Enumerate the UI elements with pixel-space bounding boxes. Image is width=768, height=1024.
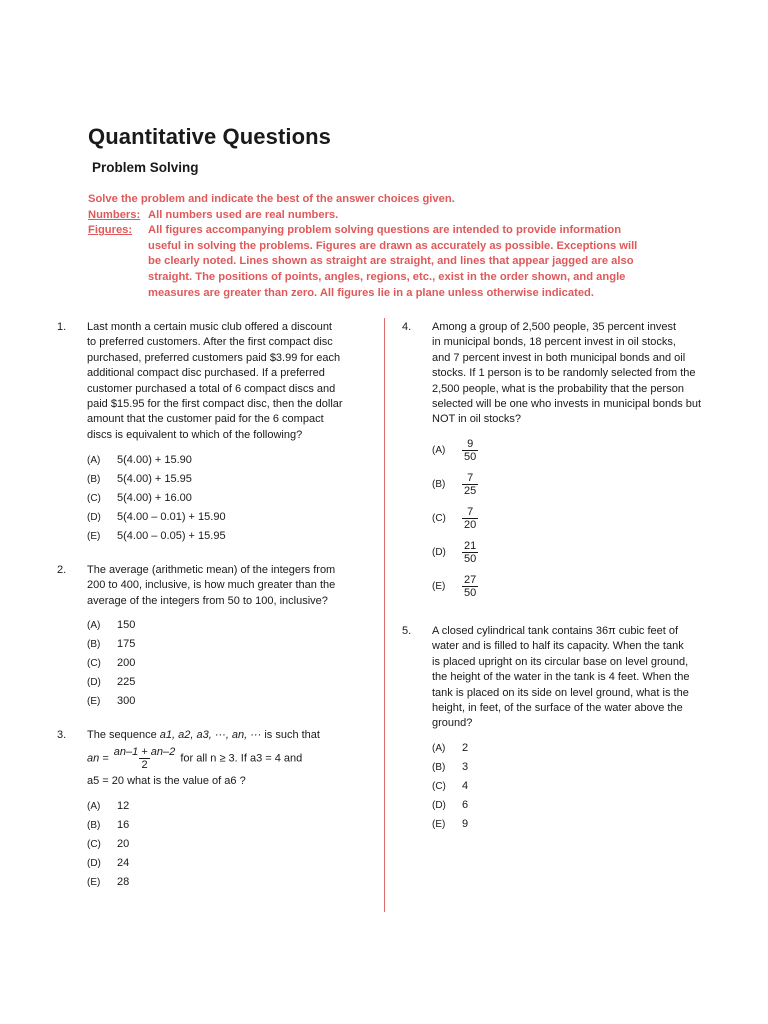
stem-line: selected will be one who invests in municipal bonds but bbox=[432, 398, 702, 411]
choice-letter: (E) bbox=[87, 877, 101, 888]
choice-text: 225 bbox=[117, 676, 136, 688]
choice-letter: (B) bbox=[87, 639, 101, 650]
figures-text-line: All figures accompanying problem solving questions are intended to provide information bbox=[148, 224, 622, 237]
answer-choice[interactable] bbox=[87, 838, 129, 850]
choice-letter: (E) bbox=[87, 696, 101, 707]
choice-text: 9 bbox=[462, 818, 469, 830]
choice-text: 24 bbox=[117, 857, 130, 869]
stem-line: amount that the customer paid for the 6 compact bbox=[87, 413, 324, 426]
choice-text: 200 bbox=[117, 657, 136, 669]
question-number: 5. bbox=[402, 625, 412, 637]
question-number: 1. bbox=[57, 321, 67, 333]
recurrence-lhs: an = bbox=[87, 752, 109, 765]
answer-choice[interactable] bbox=[432, 506, 478, 531]
recurrence-fraction bbox=[112, 746, 177, 771]
choice-fraction bbox=[462, 472, 478, 497]
stem-line: customer purchased a total of 6 compact discs and bbox=[87, 382, 336, 395]
stem-text: The sequence bbox=[87, 729, 157, 741]
fraction-numerator: 21 bbox=[464, 540, 477, 552]
stem-line: in municipal bonds, 18 percent invest in oil stocks, bbox=[432, 336, 676, 349]
choice-letter: (B) bbox=[87, 474, 101, 485]
choice-text: 2 bbox=[462, 742, 469, 754]
answer-choice[interactable] bbox=[87, 695, 135, 707]
stem-line: is placed upright on its circular base on level ground, bbox=[432, 655, 689, 668]
fraction-numerator: 7 bbox=[467, 506, 474, 518]
stem-line: Among a group of 2,500 people, 35 percent invest bbox=[432, 321, 677, 333]
directions-block bbox=[88, 192, 708, 301]
choice-letter: (D) bbox=[87, 512, 101, 523]
choice-letter: (B) bbox=[87, 820, 101, 831]
choice-text: 150 bbox=[117, 619, 136, 631]
choice-letter: (B) bbox=[432, 762, 446, 773]
stem-line: 200 to 400, inclusive, is how much greater than the bbox=[87, 579, 336, 592]
choice-text: 4 bbox=[462, 780, 469, 792]
answer-choice[interactable] bbox=[432, 540, 478, 565]
stem-line: and 7 percent invest in both municipal bonds and oil bbox=[432, 351, 686, 364]
directions-line: Solve the problem and indicate the best of the answer choices given. bbox=[88, 193, 455, 205]
answer-choice[interactable] bbox=[432, 472, 478, 497]
stem-text: is such that bbox=[264, 729, 320, 741]
answer-choice[interactable] bbox=[87, 657, 135, 669]
choice-letter: (E) bbox=[87, 531, 101, 542]
fraction-denominator: 50 bbox=[464, 451, 477, 463]
choice-letter: (A) bbox=[87, 620, 101, 631]
answer-choice[interactable] bbox=[432, 574, 478, 599]
fraction-numerator: an–1 + an–2 bbox=[113, 746, 176, 758]
answer-choice[interactable] bbox=[87, 473, 192, 485]
answer-choice[interactable] bbox=[87, 454, 192, 466]
fraction-numerator: 27 bbox=[464, 574, 477, 586]
choice-letter: (E) bbox=[432, 581, 446, 593]
question-stem bbox=[87, 563, 335, 609]
question-number: 2. bbox=[57, 564, 67, 576]
choice-letter: (D) bbox=[432, 547, 446, 559]
answer-choice[interactable] bbox=[87, 676, 135, 688]
choice-letter: (A) bbox=[87, 455, 101, 466]
choice-text: 5(4.00 – 0.01) + 15.90 bbox=[117, 511, 226, 523]
stem-line: to preferred customers. After the first compact disc bbox=[87, 336, 333, 349]
figures-text-line: useful in solving the problems. Figures are drawn as accurately as possible. Exceptions will bbox=[148, 239, 638, 252]
question-stem bbox=[87, 320, 343, 443]
stem-line: the height of the water in the tank is 4 feet. When the bbox=[432, 671, 690, 684]
fraction-numerator: 7 bbox=[467, 472, 474, 484]
column-divider bbox=[384, 318, 385, 912]
stem-line: Last month a certain music club offered a discount bbox=[87, 321, 332, 333]
choice-text: 6 bbox=[462, 799, 469, 811]
choice-letter: (D) bbox=[87, 858, 101, 869]
answer-choice[interactable] bbox=[87, 800, 129, 812]
answer-choice[interactable] bbox=[87, 492, 192, 504]
stem-line: NOT in oil stocks? bbox=[432, 413, 522, 426]
stem-line: 2,500 people, what is the probability that the person bbox=[432, 382, 684, 395]
answer-choice[interactable] bbox=[432, 799, 468, 811]
choice-text: 5(4.00) + 15.95 bbox=[117, 473, 192, 485]
stem-line: ground? bbox=[432, 717, 473, 730]
choice-text: 12 bbox=[117, 800, 130, 812]
stem-line: purchased, preferred customers paid $3.99 for each bbox=[87, 351, 341, 364]
figures-text-line: straight. The positions of points, angles, regions, etc., exist in the order shown, and angle bbox=[148, 270, 626, 283]
choice-letter: (E) bbox=[432, 819, 446, 830]
choice-letter: (B) bbox=[432, 479, 446, 491]
choice-letter: (D) bbox=[87, 677, 101, 688]
choice-text: 16 bbox=[117, 819, 130, 831]
question-stem bbox=[432, 624, 689, 732]
answer-choice[interactable] bbox=[87, 638, 135, 650]
figures-text-line: measures are greater than zero. All figures lie in a plane unless otherwise indicated. bbox=[148, 286, 594, 299]
choice-text: 175 bbox=[117, 638, 136, 650]
choice-letter: (C) bbox=[87, 493, 101, 504]
stem-line: additional compact disc purchased. If a preferred bbox=[87, 367, 325, 380]
choice-letter: (A) bbox=[87, 801, 101, 812]
answer-choice[interactable] bbox=[432, 742, 468, 754]
question-3-line: a5 = 20 what is the value of a6 ? bbox=[87, 775, 246, 787]
question-stem bbox=[432, 320, 701, 428]
choice-text: 5(4.00 – 0.05) + 15.95 bbox=[117, 530, 226, 542]
question-stem bbox=[87, 728, 320, 743]
question-number: 3. bbox=[57, 729, 67, 741]
recurrence-formula bbox=[87, 746, 302, 771]
choice-text: 300 bbox=[117, 695, 136, 707]
answer-choice[interactable] bbox=[432, 761, 468, 773]
answer-choice[interactable] bbox=[432, 780, 468, 792]
figures-text bbox=[148, 223, 708, 301]
answer-choice[interactable] bbox=[432, 438, 478, 463]
choice-fraction bbox=[462, 438, 478, 463]
choice-text: 5(4.00) + 16.00 bbox=[117, 492, 192, 504]
section-subtitle: Problem Solving bbox=[92, 160, 199, 175]
fraction-denominator: 2 bbox=[141, 759, 148, 771]
choice-fraction bbox=[462, 574, 478, 599]
question-number: 4. bbox=[402, 321, 412, 333]
numbers-text: All numbers used are real numbers. bbox=[148, 208, 339, 221]
choice-letter: (A) bbox=[432, 445, 446, 457]
page-title: Quantitative Questions bbox=[88, 124, 332, 149]
answer-choice[interactable] bbox=[87, 511, 226, 523]
directions-figures bbox=[88, 223, 708, 301]
fraction-denominator: 50 bbox=[464, 553, 477, 565]
fraction-denominator: 25 bbox=[464, 485, 477, 497]
choice-text: 20 bbox=[117, 838, 130, 850]
choice-letter: (C) bbox=[432, 781, 446, 792]
stem-line: The average (arithmetic mean) of the integers from bbox=[87, 564, 336, 576]
stem-line: average of the integers from 50 to 100, inclusive? bbox=[87, 594, 328, 607]
fraction-denominator: 20 bbox=[464, 519, 477, 531]
choice-letter: (C) bbox=[87, 839, 101, 850]
recurrence-condition: for all n ≥ 3. If a3 = 4 and bbox=[180, 752, 303, 765]
answer-choice[interactable] bbox=[432, 818, 468, 830]
sequence-expression: a1, a2, a3, ···, an, ··· bbox=[159, 729, 262, 741]
answer-choice[interactable] bbox=[87, 876, 129, 888]
choice-letter: (D) bbox=[432, 800, 446, 811]
stem-line: height, in feet, of the surface of the water above the bbox=[432, 702, 683, 715]
numbers-label: Numbers: bbox=[88, 208, 141, 221]
stem-line: tank is placed on its side on level ground, what is the bbox=[432, 686, 689, 699]
answer-choice[interactable] bbox=[87, 530, 226, 542]
stem-line: discs is equivalent to which of the following? bbox=[87, 428, 303, 441]
figures-text-line: be clearly noted. Lines shown as straight are straight, and lines that appear jagged are also bbox=[148, 255, 634, 268]
fraction-denominator: 50 bbox=[464, 587, 477, 599]
choice-letter: (C) bbox=[87, 658, 101, 669]
answer-choice[interactable] bbox=[87, 819, 129, 831]
choice-text: 5(4.00) + 15.90 bbox=[117, 454, 192, 466]
figures-label: Figures: bbox=[88, 224, 133, 237]
choice-text: 28 bbox=[117, 876, 130, 888]
choice-text: 3 bbox=[462, 761, 469, 773]
stem-line: paid $15.95 for the first compact disc, then the dollar bbox=[87, 398, 343, 411]
choice-fraction bbox=[462, 506, 478, 531]
answer-choice[interactable] bbox=[87, 619, 135, 631]
choice-letter: (A) bbox=[432, 743, 446, 754]
choice-letter: (C) bbox=[432, 513, 446, 525]
fraction-numerator: 9 bbox=[467, 438, 474, 450]
answer-choice[interactable] bbox=[87, 857, 129, 869]
choice-fraction bbox=[462, 540, 478, 565]
directions-numbers bbox=[88, 208, 708, 224]
stem-line: stocks. If 1 person is to be randomly selected from the bbox=[432, 367, 696, 380]
stem-line: water and is filled to half its capacity. When the tank bbox=[432, 640, 684, 653]
stem-line: A closed cylindrical tank contains 36π cubic feet of bbox=[432, 625, 679, 637]
